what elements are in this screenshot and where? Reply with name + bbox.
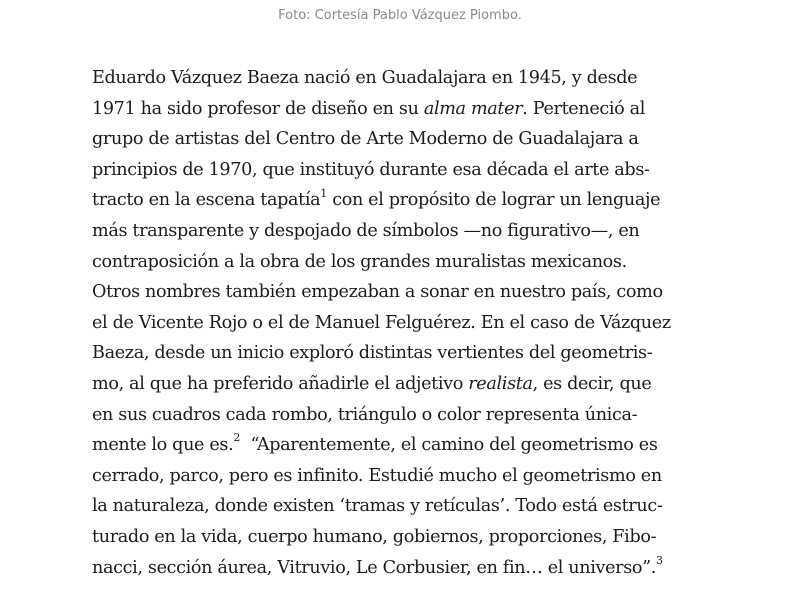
text-line: nacci, sección áurea, Vitruvio, Le Corbusier, en fin… el universo”.$^3$ [92, 553, 663, 578]
text-line: Baeza, desde un inicio exploró distintas vertientes del geometris- [92, 343, 653, 364]
footnote-ref-3[interactable]: 3 [656, 553, 663, 567]
text-line: el de Vicente Rojo o el de Manuel Felguérez. En el caso de Vázquez [92, 312, 671, 333]
footnote-ref-1[interactable]: 1 [320, 186, 327, 200]
text-line: cerrado, parco, pero es infinito. Estudié mucho el geometrismo en [92, 465, 662, 486]
text-line: turado en la vida, cuerpo humano, gobiernos, proporciones, Fibo- [92, 526, 657, 547]
text-line: la naturaleza, donde existen ‘tramas y retículas’. Todo está estruc- [92, 496, 663, 517]
italic-term-alma-mater: alma mater [423, 98, 523, 119]
text-line: grupo de artistas del Centro de Arte Moderno de Guadalajara a [92, 129, 639, 150]
text-line: contraposición a la obra de los grandes muralistas mexicanos. [92, 251, 627, 272]
text-line: Eduardo Vázquez Baeza nació en Guadalajara en 1945, y desde [92, 68, 638, 88]
italic-term-realista: realista [468, 373, 533, 394]
photo-caption: Foto: Cortesía Pablo Vázquez Piombo. [278, 8, 522, 23]
text-line: mo, al que ha preferido añadirle el adjetivo realista, es decir, que [92, 373, 652, 394]
text-line: en sus cuadros cada rombo, triángulo o color representa única- [92, 404, 638, 425]
text-line: Otros nombres también empezaban a sonar en nuestro país, como [92, 282, 663, 303]
text-line: 1971 ha sido profesor de diseño en su alma mater. Perteneció al [92, 98, 646, 119]
footnote-ref-2[interactable]: 2 [233, 431, 241, 445]
text-line: más transparente y despojado de símbolos —no figurativo—, en [92, 220, 640, 241]
text-line: tracto en la escena tapatía$^1$ con el propósito de lograr un lenguaje [92, 186, 661, 211]
text-line: principios de 1970, que instituyó durante esa década el arte abs- [92, 159, 650, 180]
text-line: mente lo que es.$^2$ “Aparentemente, el camino del geometrismo es [92, 431, 658, 456]
article-paragraph [92, 63, 752, 583]
